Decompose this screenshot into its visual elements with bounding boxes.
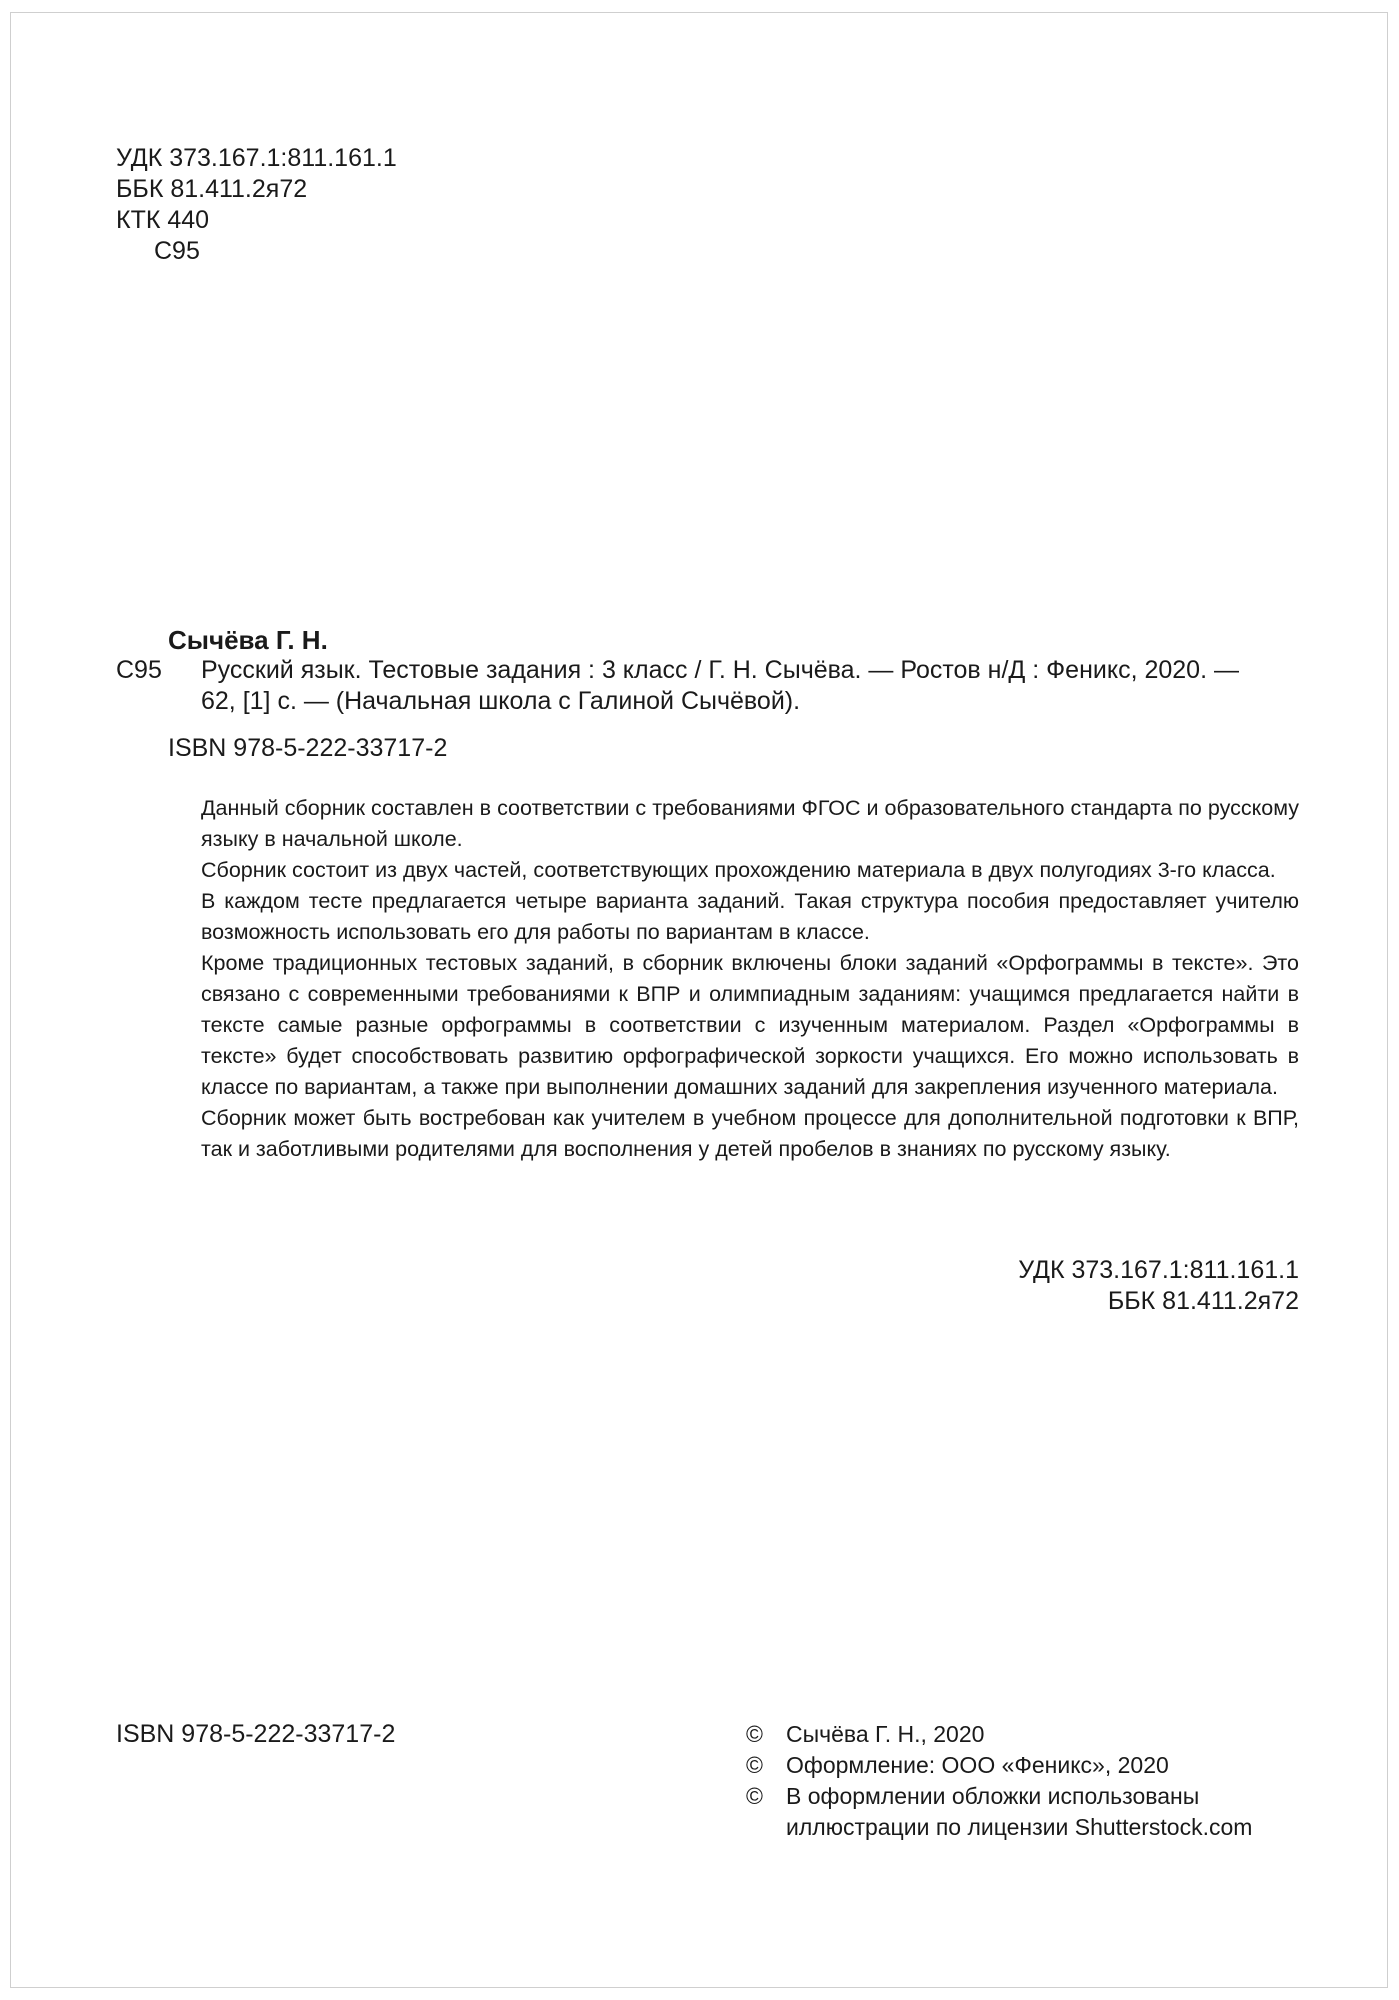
- page-sheet: [10, 12, 1388, 1988]
- biblio-description-line-1: Русский язык. Тестовые задания : 3 класс / Г. Н. Сычёва. — Ростов н/Д : Феникс, 2020. —: [201, 656, 1239, 684]
- copyright-text: Сычёва Г. Н., 2020: [786, 1721, 985, 1747]
- annotation-paragraph: Кроме традиционных тестовых заданий, в сборник включены блоки заданий «Орфограммы в тексте». Это связано с современными требованиями к ВПР и олимпиадным заданиям: учащимся предлагается найти в тексте самые разные орфограммы в соответствии с изученным материалом. Раздел «Орфограммы в тексте» будет способствовать развитию орфографической зоркости учащихся. Его можно использовать в классе по вариантам, а также при выполнении домашних заданий для закрепления изученного материала.: [201, 951, 1299, 1099]
- biblio-description-line-2: 62, [1] с. — (Начальная школа с Галиной Сычёвой).: [201, 687, 801, 715]
- annotation: [201, 793, 1299, 1165]
- copyright-text: иллюстрации по лицензии Shutterstock.com: [786, 1814, 1253, 1840]
- isbn-biblio: ISBN 978-5-222-33717-2: [168, 734, 448, 762]
- copyright-icon: ©: [746, 1721, 763, 1747]
- copyright-icon: ©: [746, 1783, 763, 1809]
- annotation-paragraph: Сборник состоит из двух частей, соответствующих прохождению материала в двух полугодиях 3-го класса.: [201, 858, 1276, 882]
- classification-codes-top: [116, 143, 397, 267]
- ktk-code: КТК 440: [116, 206, 210, 234]
- udk-code: УДК 373.167.1:811.161.1: [1018, 1256, 1299, 1284]
- author-name: Сычёва Г. Н.: [168, 625, 328, 655]
- author-mark: С95: [154, 237, 200, 265]
- copyright-icon: ©: [746, 1752, 763, 1778]
- annotation-paragraph: В каждом тесте предлагается четыре варианта заданий. Такая структура пособия предоставляет учителю возможность использовать его для работы по вариантам в классе.: [201, 889, 1299, 944]
- annotation-paragraph: Данный сборник составлен в соответствии с требованиями ФГОС и образовательного стандарта по русскому языку в начальной школе.: [201, 796, 1299, 851]
- udk-code: УДК 373.167.1:811.161.1: [116, 144, 397, 172]
- copyright-text: Оформление: ООО «Феникс», 2020: [786, 1752, 1169, 1778]
- bbk-code: ББК 81.411.2я72: [116, 175, 308, 203]
- bbk-code: ББК 81.411.2я72: [1107, 1287, 1299, 1315]
- author-mark-biblio: С95: [116, 656, 162, 684]
- annotation-paragraph: Сборник может быть востребован как учителем в учебном процессе для дополнительной подготовки к ВПР, так и заботливыми родителями для восполнения у детей пробелов в знаниях по русскому языку.: [201, 1106, 1299, 1161]
- copyright-text: В оформлении обложки использованы: [786, 1783, 1200, 1809]
- isbn-footer: ISBN 978-5-222-33717-2: [116, 1720, 396, 1748]
- classification-codes-bottom: [989, 1255, 1299, 1317]
